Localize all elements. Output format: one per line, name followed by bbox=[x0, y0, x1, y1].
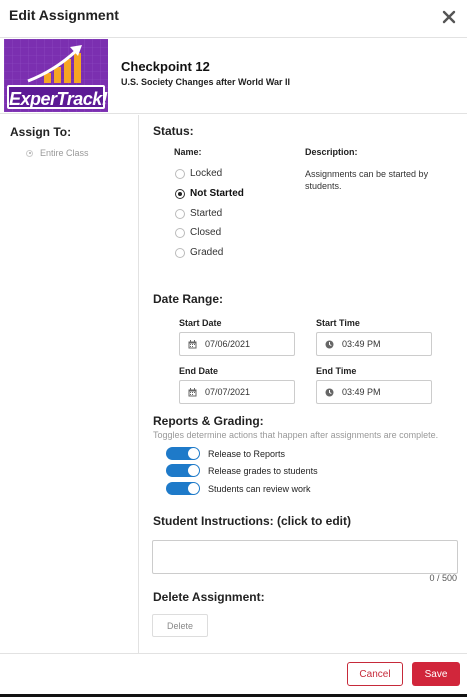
status-description-header: Description: bbox=[305, 147, 358, 157]
save-button[interactable]: Save bbox=[412, 662, 460, 686]
status-option-graded[interactable] bbox=[175, 247, 223, 258]
toggle-row-release-grades bbox=[166, 464, 318, 477]
radio-icon[interactable] bbox=[175, 209, 185, 219]
status-option-not-started[interactable] bbox=[175, 188, 244, 199]
radio-checked-icon[interactable] bbox=[175, 189, 185, 199]
checkpoint-subtitle: U.S. Society Changes after World War II bbox=[121, 77, 291, 87]
modal-header bbox=[0, 0, 467, 38]
status-name-header: Name: bbox=[174, 147, 202, 157]
start-date-value: 07/06/2021 bbox=[205, 339, 251, 349]
reports-grading-title: Reports & Grading: bbox=[153, 414, 264, 428]
end-date-field[interactable] bbox=[179, 380, 295, 404]
modal-title: Edit Assignment bbox=[9, 7, 119, 23]
date-range-title: Date Range: bbox=[153, 292, 224, 306]
status-title: Status: bbox=[153, 124, 194, 138]
calendar-icon bbox=[188, 340, 197, 349]
toggle-label: Release to Reports bbox=[208, 448, 286, 459]
radio-icon[interactable] bbox=[175, 169, 185, 179]
toggle-label: Students can review work bbox=[208, 483, 311, 494]
modal-footer bbox=[0, 653, 467, 697]
assign-option-label: Entire Class bbox=[40, 148, 89, 158]
start-time-label: Start Time bbox=[316, 318, 360, 328]
status-option-label: Started bbox=[190, 208, 223, 219]
radio-disabled-icon bbox=[26, 150, 33, 157]
end-date-value: 07/07/2021 bbox=[205, 387, 251, 397]
toggle-label: Release grades to students bbox=[208, 465, 318, 476]
toggle-review-work[interactable] bbox=[166, 482, 200, 495]
delete-title: Delete Assignment: bbox=[153, 590, 265, 604]
status-description: Assignments can be started by students. bbox=[305, 169, 429, 191]
close-icon[interactable] bbox=[442, 10, 456, 24]
start-date-label: Start Date bbox=[179, 318, 222, 328]
toggle-release-grades[interactable] bbox=[166, 464, 200, 477]
radio-icon[interactable] bbox=[175, 248, 185, 258]
assign-option-entire-class bbox=[26, 148, 89, 158]
reports-grading-note: Toggles determine actions that happen after assignments are complete. bbox=[153, 430, 439, 440]
assign-to-label: Assign To: bbox=[10, 125, 72, 139]
end-time-value: 03:49 PM bbox=[342, 387, 381, 397]
status-option-label: Not Started bbox=[190, 188, 244, 199]
checkpoint-title: Checkpoint 12 bbox=[121, 59, 210, 74]
end-time-field[interactable] bbox=[316, 380, 432, 404]
clock-icon bbox=[325, 340, 334, 349]
status-option-label: Locked bbox=[190, 168, 223, 179]
radio-icon[interactable] bbox=[175, 228, 185, 238]
end-time-label: End Time bbox=[316, 366, 357, 376]
start-date-field[interactable] bbox=[179, 332, 295, 356]
status-option-label: Closed bbox=[190, 227, 222, 238]
instructions-title[interactable]: Student Instructions: (click to edit) bbox=[153, 514, 352, 528]
delete-button[interactable]: Delete bbox=[152, 614, 208, 637]
instructions-input[interactable] bbox=[152, 540, 458, 574]
logo-text: ExperTrack! bbox=[7, 85, 105, 109]
toggle-release-to-reports[interactable] bbox=[166, 447, 200, 460]
checkpoint-header bbox=[0, 38, 467, 114]
status-option-locked[interactable] bbox=[175, 168, 222, 179]
char-count: 0 / 500 bbox=[429, 573, 457, 583]
calendar-icon bbox=[188, 388, 197, 397]
start-time-field[interactable] bbox=[316, 332, 432, 356]
status-option-started[interactable] bbox=[175, 208, 222, 219]
cancel-button[interactable]: Cancel bbox=[347, 662, 403, 686]
status-option-label: Graded bbox=[190, 247, 224, 258]
expertrack-logo bbox=[4, 39, 108, 112]
status-option-closed[interactable] bbox=[175, 227, 221, 238]
toggle-row-release-reports bbox=[166, 447, 285, 460]
start-time-value: 03:49 PM bbox=[342, 339, 381, 349]
toggle-row-review-work bbox=[166, 482, 311, 495]
assign-to-panel bbox=[0, 115, 139, 653]
end-date-label: End Date bbox=[179, 366, 219, 376]
clock-icon bbox=[325, 388, 334, 397]
